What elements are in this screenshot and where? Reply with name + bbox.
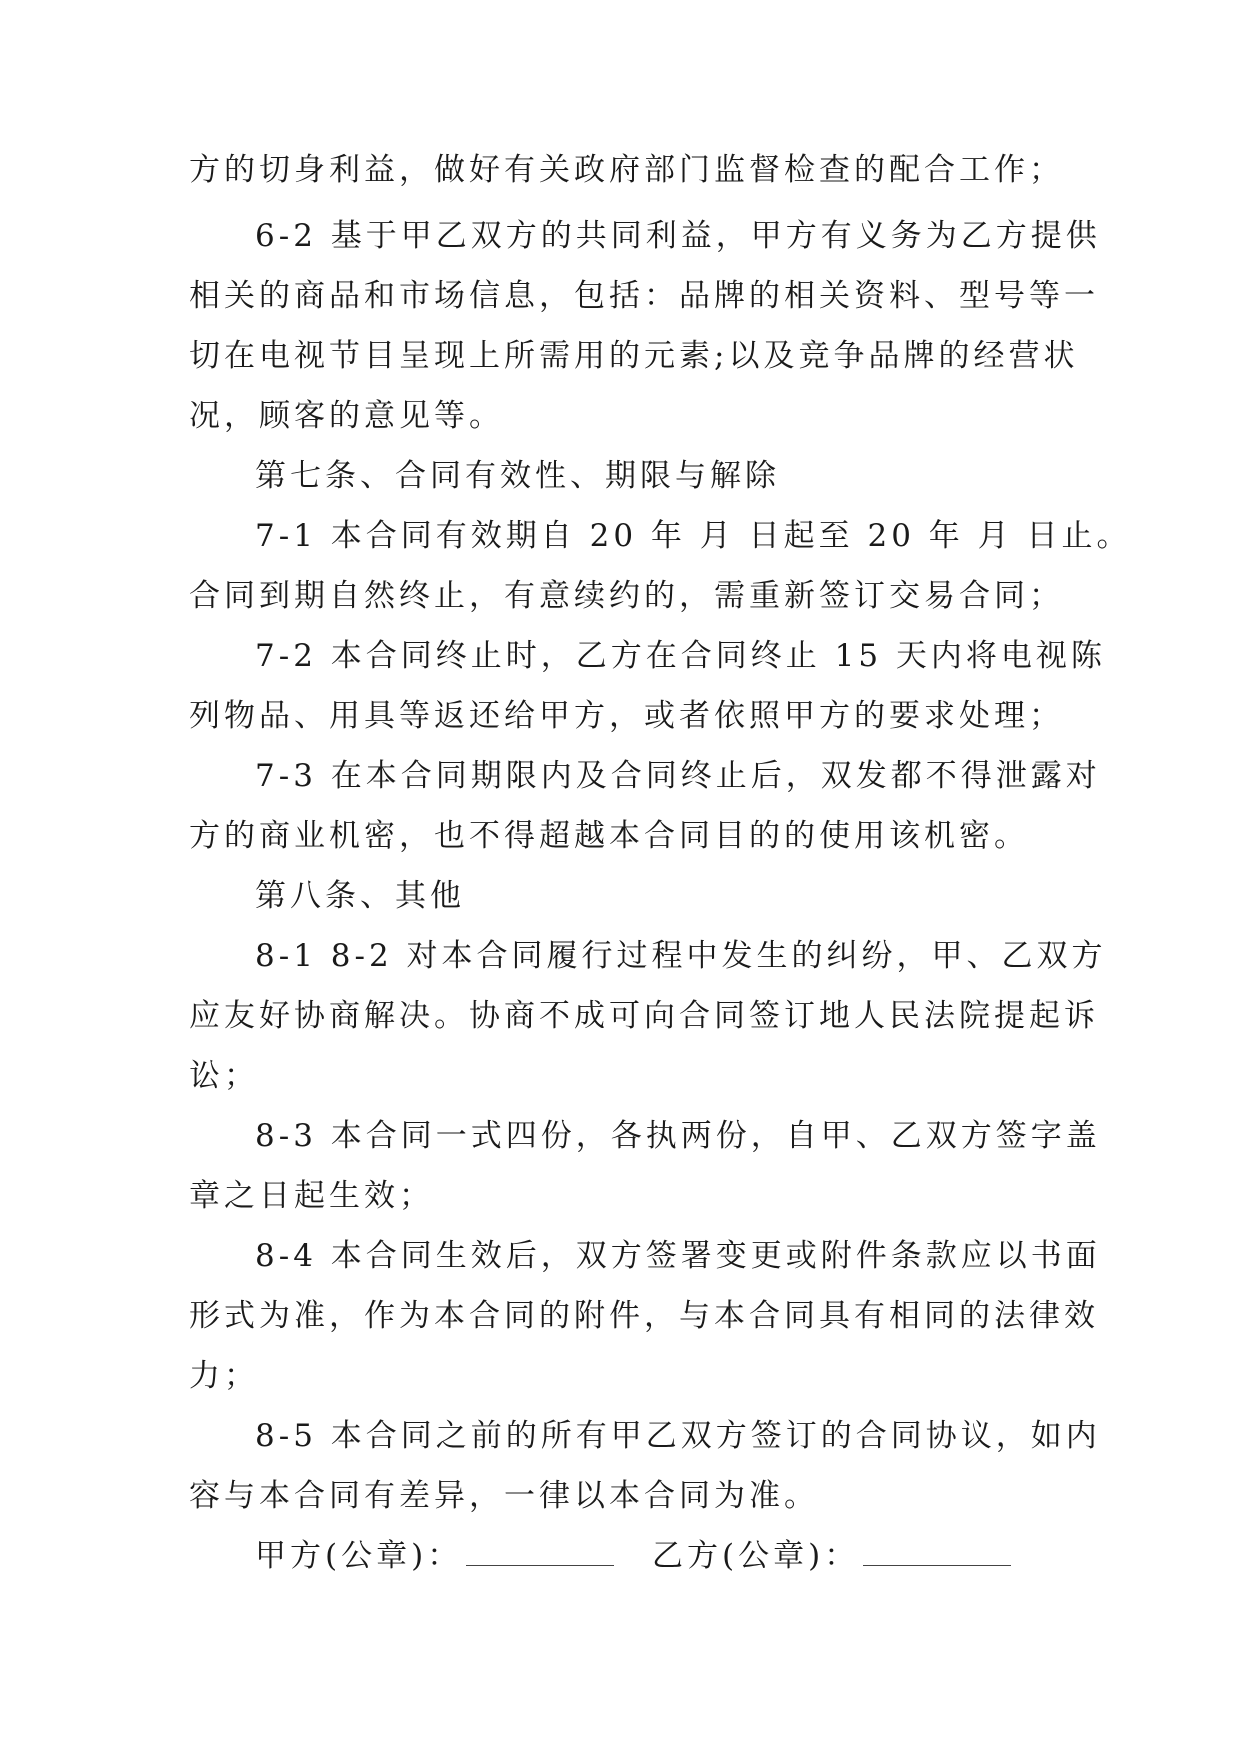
text-line: 列物品、用具等返还给甲方，或者依照甲方的要求处理；: [189, 698, 1064, 734]
text-line: 7-3 在本合同期限内及合同终止后，双发都不得泄露对: [255, 758, 1101, 794]
section-heading: 第八条、其他: [255, 878, 465, 914]
text-line: 8-3 本合同一式四份，各执两份，自甲、乙双方签字盖: [255, 1118, 1101, 1154]
party-b-signature-blank: [863, 1537, 1011, 1566]
text-line: 方的商业机密，也不得超越本合同目的的使用该机密。: [189, 818, 1029, 854]
text-line: 6-2 基于甲乙双方的共同利益，甲方有义务为乙方提供: [255, 218, 1101, 254]
text-line: 8-5 本合同之前的所有甲乙双方签订的合同协议，如内: [255, 1418, 1101, 1454]
text-line: 8-1 8-2 对本合同履行过程中发生的纠纷，甲、乙双方: [255, 938, 1107, 974]
text-line: 况，顾客的意见等。: [189, 398, 504, 434]
text-line: 讼；: [189, 1058, 259, 1094]
section-heading: 第七条、合同有效性、期限与解除: [255, 458, 780, 494]
text-line: 章之日起生效；: [189, 1178, 434, 1214]
text-line: 应友好协商解决。协商不成可向合同签订地人民法院提起诉: [189, 998, 1099, 1034]
text-line: 方的切身利益，做好有关政府部门监督检查的配合工作；: [189, 152, 1064, 188]
text-line: 容与本合同有差异，一律以本合同为准。: [189, 1478, 819, 1514]
text-line: 切在电视节目呈现上所需用的元素;以及竞争品牌的经营状: [189, 338, 1079, 374]
text-line: 形式为准，作为本合同的附件，与本合同具有相同的法律效: [189, 1298, 1099, 1334]
text-line: 相关的商品和市场信息，包括：品牌的相关资料、型号等一: [189, 278, 1099, 314]
text-line: 合同到期自然终止，有意续约的，需重新签订交易合同；: [189, 578, 1064, 614]
party-a-signature-blank: [466, 1537, 614, 1566]
signature-party-b: [652, 1536, 1011, 1576]
party-b-label: 乙方(公章)：: [652, 1538, 860, 1574]
text-line: 7-2 本合同终止时，乙方在合同终止 15 天内将电视陈: [255, 638, 1106, 674]
text-line: 8-4 本合同生效后，双方签署变更或附件条款应以书面: [255, 1238, 1101, 1274]
party-a-label: 甲方(公章)：: [255, 1538, 463, 1574]
text-line: 力；: [189, 1358, 259, 1394]
text-line: 7-1 本合同有效期自 20 年 月 日起至 20 年 月 日止。: [255, 518, 1132, 554]
signature-party-a: [255, 1536, 614, 1576]
